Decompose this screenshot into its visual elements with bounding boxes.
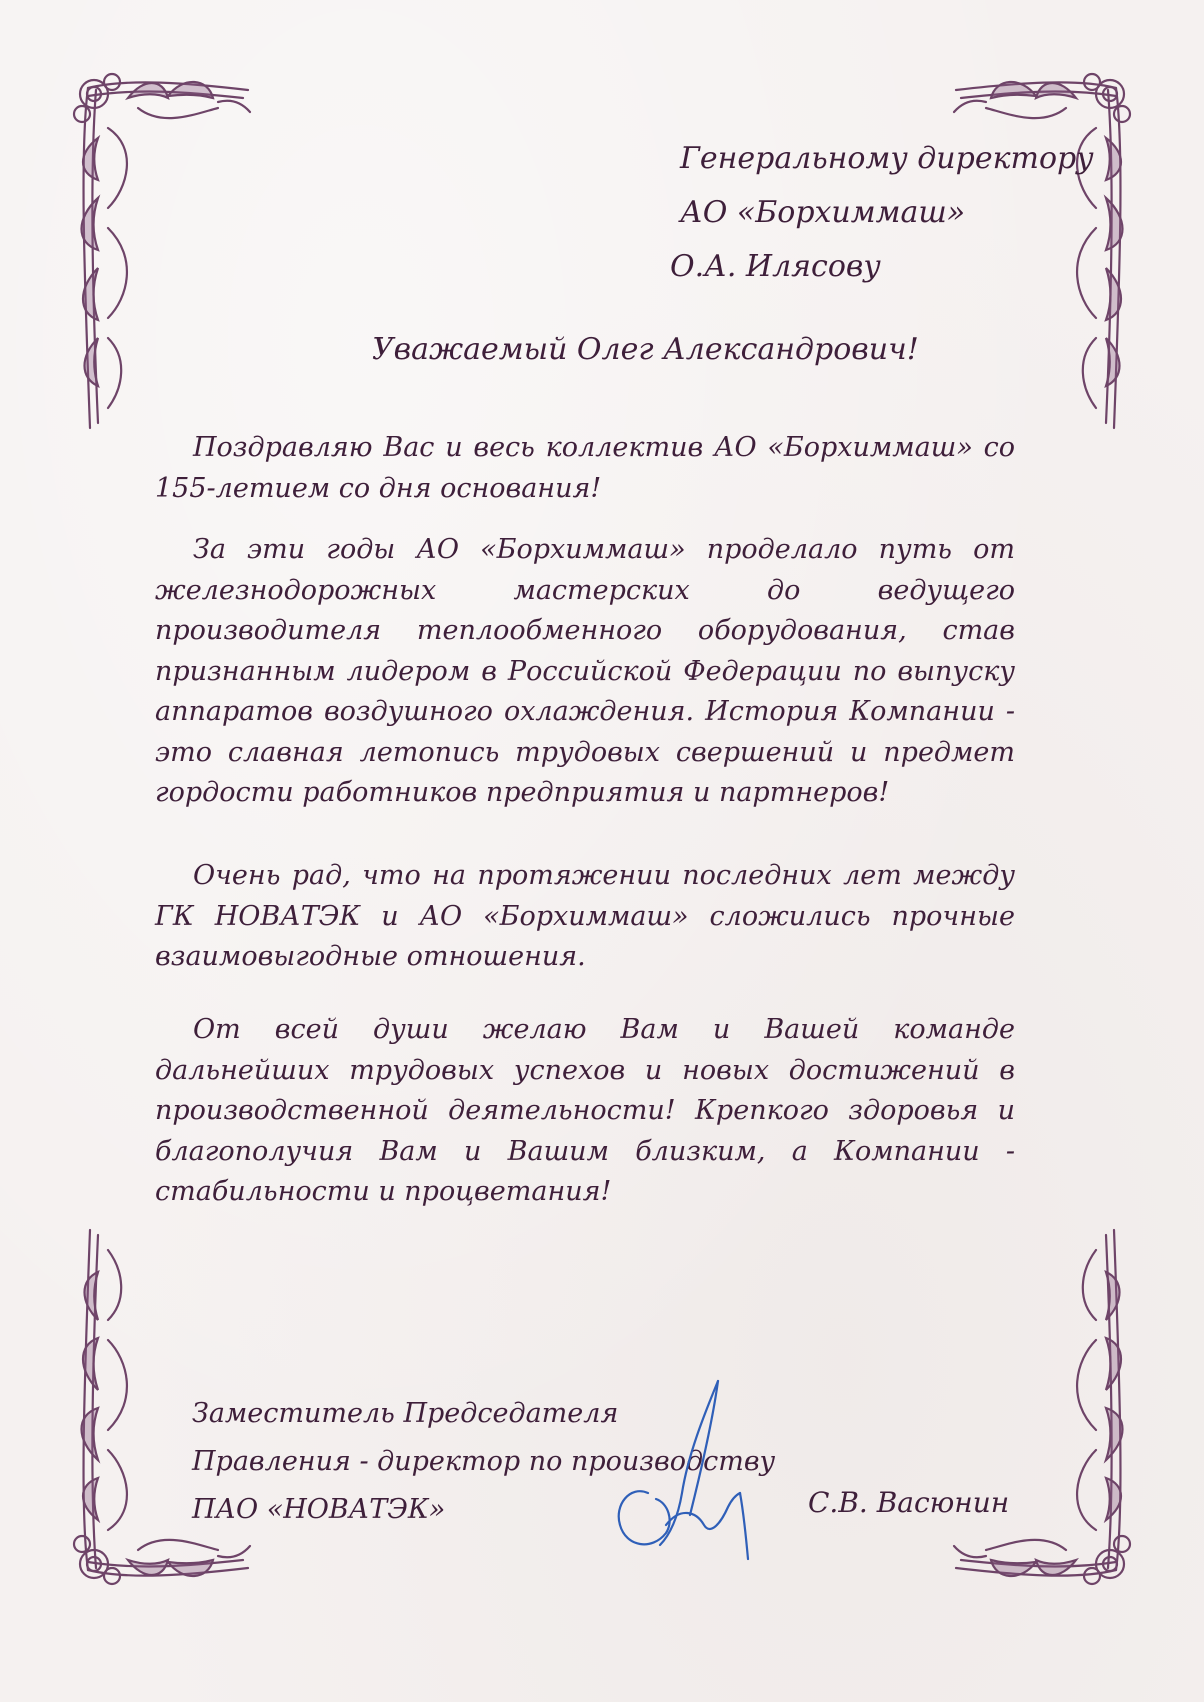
signatory-organization: ПАО «НОВАТЭК» [192, 1494, 446, 1525]
paragraph-relations: Очень рад, что на протяжении последних лет между ГК НОВАТЭК и АО «Борхиммаш» сложились прочные взаимовыгодные отношения. [155, 860, 1015, 972]
paragraph-congratulation: Поздравляю Вас и весь коллектив АО «Борхиммаш» со 155-летием со дня основания! [155, 432, 1015, 504]
signatory-name: С.В. Васюнин [808, 1486, 1010, 1519]
signatory-title-line2: Правления - директор по производству [192, 1446, 776, 1477]
paragraph-history: За эти годы АО «Борхиммаш» проделало путь от железнодорожных мастерских до ведущего производителя теплообменного оборудования, став признанным лидером в Российской Федерации по выпуску аппаратов воздушного охлаждения. История Компании - это славная летопись трудовых свершений и предмет гордости работников предприятия и партнеров! [155, 534, 1015, 808]
signatory-title-line1: Заместитель Председателя [192, 1398, 619, 1429]
addressee-block [670, 132, 1094, 294]
corner-ornament-bottom-right [946, 1220, 1136, 1590]
handwritten-signature [600, 1375, 810, 1575]
salutation: Уважаемый Олег Александрович! [372, 332, 919, 367]
addressee-company: АО «Борхиммаш» [680, 195, 966, 230]
corner-ornament-top-left [68, 68, 258, 438]
paragraph-wishes: От всей души желаю Вам и Вашей команде дальнейших трудовых успехов и новых достижений в производственной деятельности! Крепкого здоровья и благополучия Вам и Вашим близким, а Компании - стабильности и процветания! [155, 1014, 1015, 1207]
addressee-position: Генеральному директору [680, 141, 1094, 176]
addressee-name: О.А. Илясову [670, 249, 881, 284]
